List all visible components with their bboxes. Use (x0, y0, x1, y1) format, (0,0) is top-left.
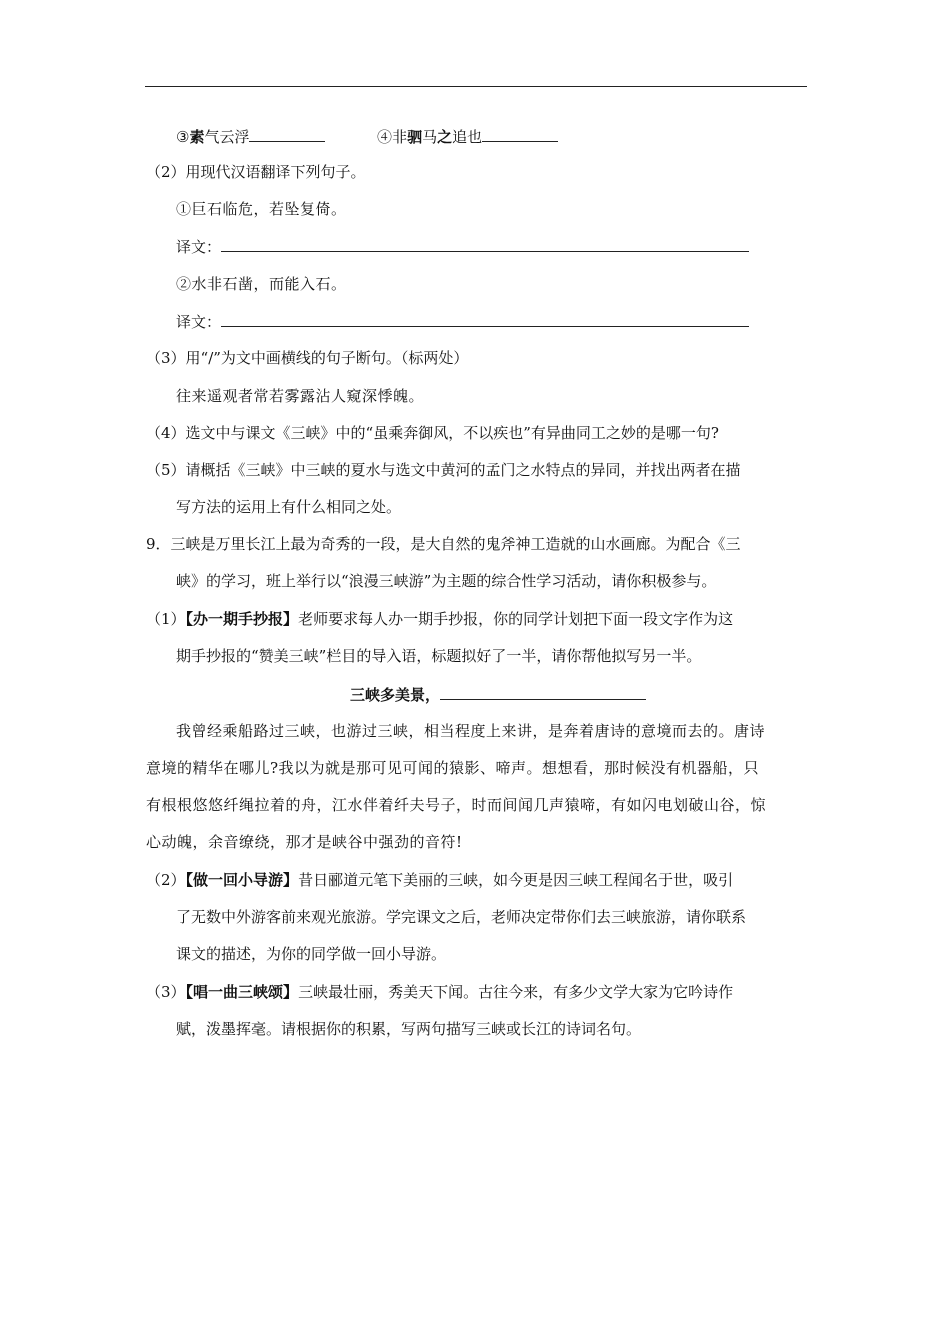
keyword-zhi: 之 (437, 128, 453, 146)
q8-part5-prompt-line1: （5）请概括《三峡》中三峡的夏水与选文中黄河的孟门之水特点的异同，并找出两者在描 (146, 461, 741, 479)
q9-intro-line2: 峡》的学习，班上举行以“浪漫三峡游”为主题的综合性学习活动，请你积极参与。 (176, 572, 717, 590)
keyword-su: 素 (189, 128, 205, 146)
q9-part1-line2: 期手抄报的“赞美三峡”栏目的导入语，标题拟好了一半，请你帮他拟写另一半。 (176, 647, 702, 665)
passage-line: 有根根悠悠纤绳拉着的舟，江水伴着纤夫号子，时而间闻几声猿啼，有如闪电划破山谷，惊 (146, 796, 767, 814)
q9-part1-line1: （1）【办一期手抄报】老师要求每人办一期手抄报，你的同学计划把下面一段文字作为这 (146, 610, 734, 628)
q9-part3-line1: （3）【唱一曲三峡颂】三峡最壮丽，秀美天下闻。古往今来，有多少文学大家为它吟诗作 (146, 983, 734, 1001)
translation-blank-2[interactable] (221, 311, 749, 327)
answer-blank-3[interactable] (249, 126, 325, 142)
q9-part1-tag: 【办一期手抄报】 (185, 610, 299, 628)
q8-part3-prompt: （3）用“/”为文中画横线的句子断句。（标两处） (146, 349, 469, 367)
q9-part3-tag: 【唱一曲三峡颂】 (185, 983, 299, 1001)
q9-intro-line1: 9．三峡是万里长江上最为奇秀的一段，是大自然的鬼斧神工造就的山水画廊。为配合《三 (146, 535, 741, 553)
q9-part2-line1: （2）【做一回小导游】昔日郦道元笔下美丽的三峡，如今更是因三峡工程闻名于世，吸引 (146, 871, 734, 889)
q9-part3-line2: 赋，泼墨挥毫。请根据你的积累，写两句描写三峡或长江的诗词名句。 (176, 1020, 642, 1038)
q9-part2-tag: 【做一回小导游】 (185, 871, 299, 889)
q8-part2-translation2: 译文： (176, 311, 749, 332)
q8-part2-sentence2: ②水非石凿，而能入石。 (176, 275, 347, 293)
passage-line: 心动魄，余音缭绕，那才是峡谷中强劲的音符! (146, 833, 463, 851)
q8-part5-prompt-line2: 写方法的运用上有什么相同之处。 (176, 498, 402, 516)
passage-line: 我曾经乘船路过三峡，也游过三峡，相当程度上来讲，是奔着唐诗的意境而去的。唐诗 (176, 722, 766, 740)
q9-part2-line2: 了无数中外游客前来观光旅游。学完课文之后，老师决定带你们去三峡旅游，请你联系 (176, 908, 747, 926)
q8-part4-prompt: （4）选文中与课文《三峡》中的“虽乘奔御风，不以疾也”有异曲同工之妙的是哪一句? (146, 424, 719, 442)
q9-part2-line3: 课文的描述，为你的同学做一回小导游。 (176, 945, 447, 963)
header-rule (145, 86, 807, 87)
q8-part2-sentence1: ①巨石临危，若坠复倚。 (176, 200, 347, 218)
q8-items-3-4: ③素气云浮 ④非驷马之追也 (176, 126, 558, 147)
keyword-si: 驷 (407, 128, 423, 146)
title-blank[interactable] (440, 684, 646, 700)
answer-blank-4[interactable] (482, 126, 558, 142)
q8-part2-translation1: 译文： (176, 236, 749, 257)
translation-blank-1[interactable] (221, 236, 749, 252)
passage-line: 意境的精华在哪儿?我以为就是那可见可闻的猿影、啼声。想想看，那时候没有机器船，只 (146, 759, 760, 777)
q8-part2-prompt: （2）用现代汉语翻译下列句子。 (146, 163, 366, 181)
q8-part3-sentence: 往来遥观者常若雾露沾人窥深悸魄。 (176, 387, 425, 405)
passage-title: 三峡多美景， (350, 684, 646, 705)
